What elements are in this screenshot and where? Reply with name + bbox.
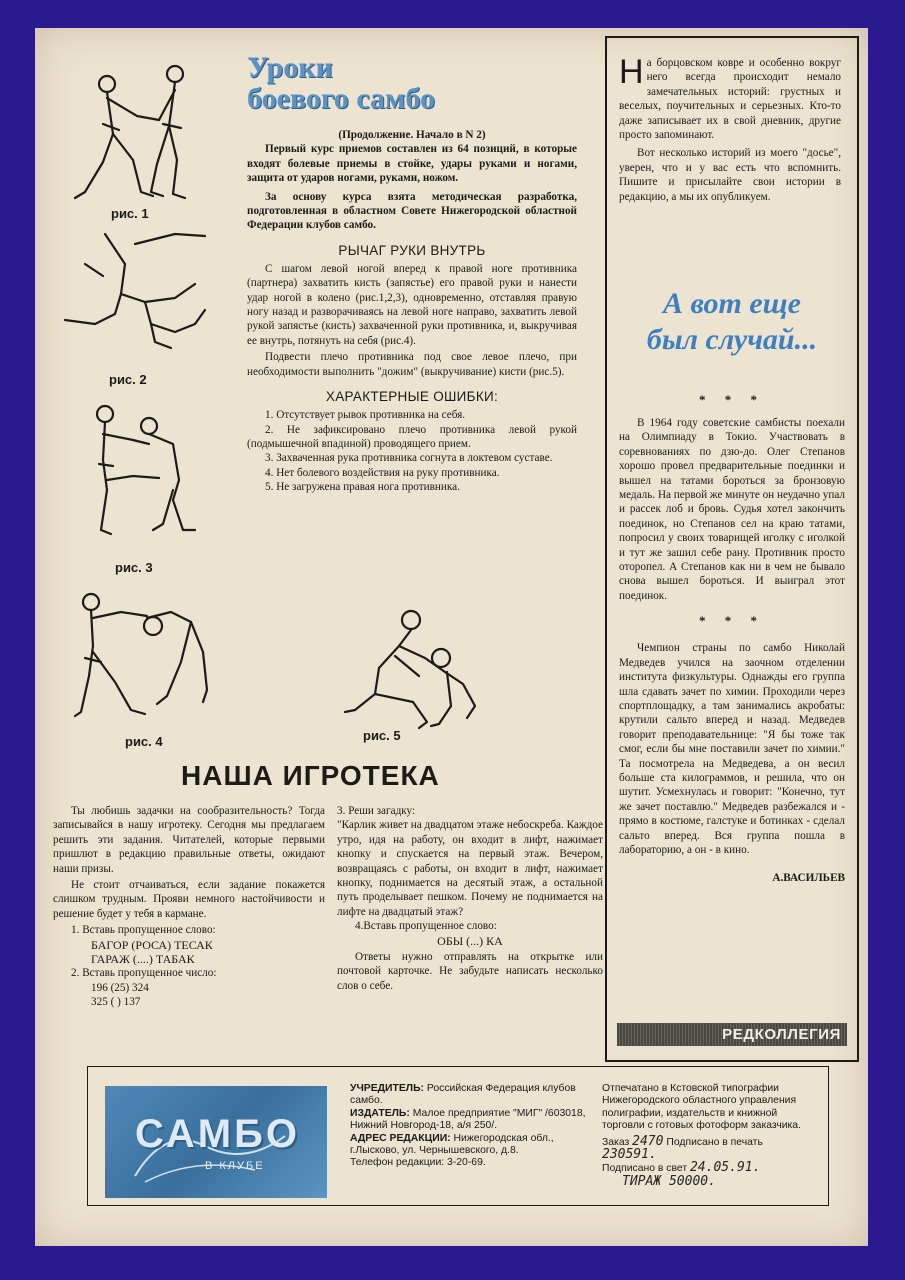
- lesson-title-line1: Уроки: [247, 51, 333, 84]
- figure-2: [55, 224, 215, 394]
- technique-paragraph-1: С шагом левой ногой вперед к правой ноге противника (партнера) захватить кисть (запястье) его правой руки и нанести удар ногой в колено (рис.1,2,3), одновременно, отставляя правую ногу назад и разворачиваясь на левой ноге направо, захватить левой рукой запястье (кисть) захваченной руки противника, и, выкручивая ее внутрь, потянуть на себя (рис.4).: [247, 262, 577, 347]
- stories-body: [619, 392, 845, 886]
- task-2: 2. Вставь пропущенное число:: [71, 967, 217, 980]
- figure-3: [83, 400, 213, 575]
- signed-date: 230591.: [602, 1147, 657, 1163]
- story-2: Чемпион страны по самбо Николай Медведев учился на заочном отделении института физкультуры. Однажды его группа шла сдавать зачет по химии. Проходили через спортплощадку, а там занимались акробаты: крутили сальто вперед и назад. Медведев говорит преподавательнице: "Я бы тоже так смог, если бы мне поставили зачет по химии." Та посмотрела на Медведева, а он весил больше ста килограммов, и решила, что он шутит. Усмехнулась и говорит: "Конечно, тут же зачет поставлю." Медведев разбежался и - прямо в костюме, галстуке и ботинках - сделал сальто вперед. Вся группа пошла в лабораторию, а он - в кино.: [619, 642, 845, 856]
- section-heading-errors: ХАРАКТЕРНЫЕ ОШИБКИ:: [325, 389, 499, 405]
- sambo-logo: [105, 1086, 327, 1198]
- error-item: 3. Захваченная рука противника согнута в локтевом суставе.: [265, 452, 553, 465]
- game-right-column: [337, 804, 603, 993]
- task-2-line-2: 325 ( ) 137: [91, 996, 141, 1009]
- task-4-line: ОБЫ (...) КА: [437, 933, 503, 948]
- task-2-line-1: 196 (25) 324: [91, 981, 149, 994]
- founder-info: [350, 1083, 586, 1170]
- figure-5-label: рис. 5: [363, 728, 401, 743]
- riddle-text: "Карлик живет на двадцатом этаже небоскреба. Каждое утро, идя на работу, он входит в лифт, нажимает кнопку и спускается на первый этаж. Вечером, возвращаясь с работы, он входит в лифт, нажимает кнопку, поднимается на десятый этаж, а остальной путь проделывает пешком. Почему не поднимается на лифте на двадцатый этаж?: [337, 819, 603, 918]
- game-left-column: [53, 804, 325, 1010]
- task-1: 1. Вставь пропущенное слово:: [71, 924, 216, 937]
- stories-title: [607, 286, 857, 358]
- task-1-line-1: БАГОР (РОСА) ТЕСАК: [91, 937, 213, 952]
- logo-subtext: В КЛУБЕ: [205, 1160, 265, 1172]
- figure-2-label: рис. 2: [109, 372, 147, 387]
- phone-info: Телефон редакции: 3-20-69.: [350, 1157, 486, 1169]
- separator-stars: * * *: [699, 392, 765, 407]
- logo-text: САМБО: [135, 1112, 300, 1156]
- address-value: Нижегородская обл., г.Лысково, ул. Чернышевского, д.8.: [350, 1132, 554, 1157]
- lesson-title: [247, 52, 507, 114]
- task-1-line-2: ГАРАЖ (....) ТАБАК: [91, 952, 195, 967]
- game-encourage-paragraph: Не стоит отчаиваться, если задание покажется слишком трудным. Прояви немного настойчивости и решение будет у тебя в кармане.: [53, 879, 325, 920]
- order-number: 2470: [632, 1133, 664, 1149]
- stories-title-line2: был случай...: [646, 323, 818, 356]
- intro-paragraph: а борцовском ковре и особенно вокруг него всегда происходит немало замечательных историй: грустных и веселых, поучительных и серьезных. Кто-то даже записывает их в свой дневник, другие просто запоминают.: [619, 57, 841, 142]
- publisher-value: Малое предприятие "МИГ" /603018, Нижний Новгород-18, а/я 250/.: [350, 1107, 586, 1132]
- technique-paragraph-2: Подвести плечо противника под свое левое плечо, при необходимости выполнить "дожим" (выкручивание) кисти (рис.5).: [247, 351, 577, 378]
- editorial-board-banner: РЕДКОЛЛЕГИЯ: [617, 1023, 847, 1046]
- figure-4: [71, 592, 231, 752]
- intro-dropcap: Н: [619, 53, 644, 91]
- founder-label: УЧРЕДИТЕЛЬ:: [350, 1083, 424, 1094]
- signed-label: Подписано в печать: [666, 1136, 763, 1148]
- section-heading-arm-lever: РЫЧАГ РУКИ ВНУТРЬ: [338, 242, 486, 258]
- game-intro-paragraph: Ты любишь задачки на сообразительность? Тогда записывайся в нашу игротеку. Сегодня мы предлагаем решить эти задания. Читателей, которые первыми пришлют в редакцию правильные ответы, ожидают наши призы.: [53, 805, 325, 875]
- error-item: 2. Не зафиксировано плечо противника левой рукой (подмышечной впадиной) проводящего прием.: [247, 423, 577, 450]
- release-date: 24.05.91.: [689, 1160, 761, 1176]
- right-column-frame: [605, 36, 859, 1062]
- address-label: АДРЕС РЕДАКЦИИ:: [350, 1132, 451, 1144]
- right-intro: [619, 53, 841, 204]
- release-label: Подписано в свет: [602, 1163, 688, 1175]
- game-section-title: НАША ИГРОТЕКА: [181, 760, 440, 791]
- figure-4-label: рис. 4: [125, 734, 163, 749]
- task-4: 4.Вставь пропущенное слово:: [355, 920, 497, 933]
- imprint-footer: [87, 1066, 829, 1206]
- figure-5: [335, 606, 495, 750]
- lesson-body: [247, 128, 577, 495]
- order-label: Заказ: [602, 1136, 630, 1148]
- figure-1-label: рис. 1: [111, 206, 149, 221]
- error-item: 5. Не загружена правая нога противника.: [265, 481, 460, 494]
- stories-title-line1: А вот еще: [663, 287, 801, 320]
- publisher-label: ИЗДАТЕЛЬ:: [350, 1107, 410, 1119]
- lesson-title-line2: боевого самбо: [247, 82, 436, 115]
- newspaper-page: [35, 28, 868, 1246]
- figure-1: [63, 64, 213, 222]
- separator-stars: * * *: [699, 613, 765, 629]
- founder-value: Российская Федерация клубов самбо.: [350, 1083, 576, 1107]
- print-info: [602, 1083, 818, 1188]
- intro-paragraph-1: Первый курс приемов составлен из 64 позиций, в которые входят болевые приемы в стойке, удары руками и ногами, защита от ударов ногами, руками, ножом.: [247, 143, 577, 185]
- intro-paragraph-2: За основу курса взята методическая разработка, подготовленная в областном Совете Нижегородской областной Федерации клубов самбо.: [247, 190, 577, 232]
- printing-house-note: Отпечатано в Кстовской типографии Нижегородского областного управления полиграфии, издательств и книжной торговли с готовых фотоформ заказчика.: [602, 1083, 801, 1132]
- story-1: В 1964 году советские самбисты поехали на Олимпиаду в Токио. Участвовать в соревнованиях по дзю-до. Олег Степанов хорошо провел предварительные поединки и вышел на татами бороться за бронзовую медаль. На первой же минуте он неудачно упал и рассек лоб и бровь. Судья хотел закончить поединок, но Степанов сел на краю татами, попросил у своих товарищей иголку с иголкой и тут же зашил себе рану. Противник просто оторопел. А Степанов как ни в чем не бывало снова вышел бороться. И выиграл этот поединок.: [619, 417, 845, 602]
- intro-paragraph-2: Вот несколько историй из моего "досье", уверен, что и у вас есть что вспомнить. Пишите и присылайте свои истории в редакцию, а мы их опубликуем.: [619, 147, 841, 203]
- error-item: 1. Отсутствует рывок противника на себя.: [265, 409, 466, 422]
- task-3: 3. Реши загадку:: [337, 805, 416, 817]
- error-item: 4. Нет болевого воздействия на руку противника.: [265, 466, 500, 479]
- figure-3-label: рис. 3: [115, 560, 153, 575]
- print-run: ТИРАЖ 50000.: [622, 1173, 716, 1189]
- continuation-note: (Продолжение. Начало в N 2): [338, 129, 486, 141]
- author-name: А.ВАСИЛЬЕВ: [772, 872, 845, 885]
- answers-note: Ответы нужно отправлять на открытке или почтовой карточке. Не забудьте написать несколько слов о себе.: [337, 951, 603, 992]
